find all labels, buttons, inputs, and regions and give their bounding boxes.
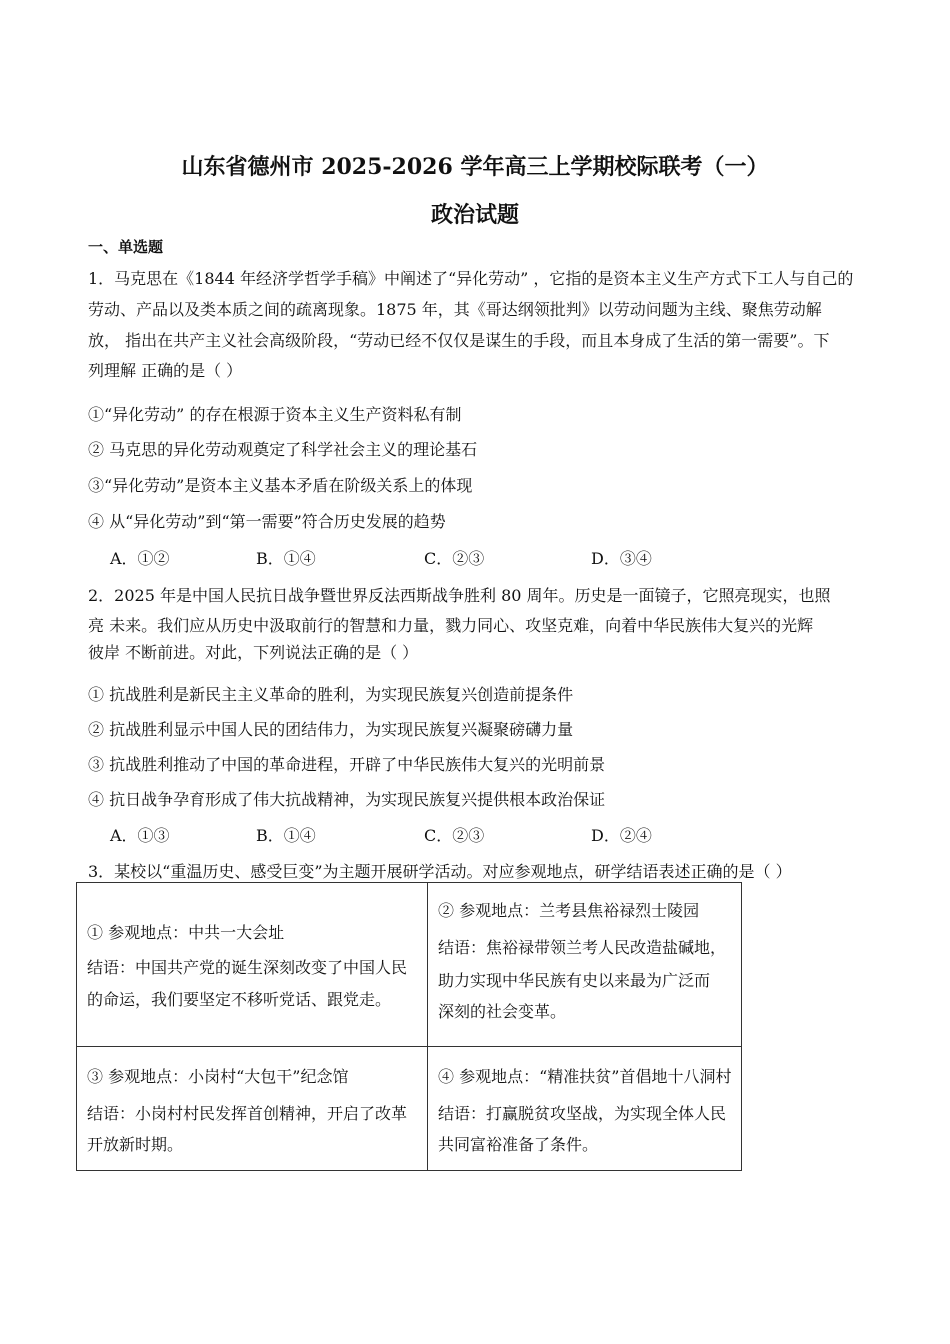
table-cell [77, 1047, 428, 1171]
cell-conclusion-line: 的命运，我们要坚定不移听党话、跟党走。 [87, 990, 392, 1009]
question-stem-line: 1．马克思在《1844 年经济学哲学手稿》中阐述了“异化劳动” ，它指的是资本主义生产方式下工人与自己的 [88, 269, 854, 288]
option-c[interactable]: C．②③ [424, 549, 485, 568]
option-b[interactable]: B．①④ [256, 826, 316, 845]
table-cell [428, 883, 742, 1047]
question-stem-line: 劳动、产品以及类本质之间的疏离现象。1875 年，其《哥达纲领批判》以劳动问题为主线、聚焦劳动解 [88, 300, 822, 319]
field-trip-table [76, 882, 742, 1171]
statement-item: ①“异化劳动” 的存在根源于资本主义生产资料私有制 [88, 405, 462, 424]
option-a[interactable]: A．①② [110, 549, 170, 568]
cell-conclusion-line: 共同富裕准备了条件。 [438, 1135, 599, 1154]
cell-place: ② 参观地点：兰考县焦裕禄烈士陵园 [438, 901, 700, 920]
cell-conclusion-line: 结语：中国共产党的诞生深刻改变了中国人民 [87, 958, 408, 977]
statement-item: ④ 抗日战争孕育形成了伟大抗战精神，为实现民族复兴提供根本政治保证 [88, 790, 606, 809]
option-c[interactable]: C．②③ [424, 826, 485, 845]
option-a[interactable]: A．①③ [110, 826, 170, 845]
question-stem-line: 列理解 正确的是（ ） [88, 361, 243, 380]
table-cell [428, 1047, 742, 1171]
cell-place: ④ 参观地点：“精准扶贫”首倡地十八洞村 [438, 1067, 732, 1086]
page-subtitle: 政治试题 [430, 202, 519, 228]
statement-item: ④ 从“异化劳动”到“第一需要”符合历史发展的趋势 [88, 512, 446, 531]
cell-conclusion-line: 深刻的社会变革。 [438, 1002, 567, 1021]
statement-item: ② 抗战胜利显示中国人民的团结伟力，为实现民族复兴凝聚磅礴力量 [88, 720, 574, 739]
cell-conclusion-line: 开放新时期。 [87, 1135, 184, 1154]
question-stem-line: 亮 未来。我们应从历史中汲取前行的智慧和力量，戮力同心、攻坚克难，向着中华民族伟大复兴的光辉 [88, 616, 814, 635]
question-stem-line: 2．2025 年是中国人民抗日战争暨世界反法西斯战争胜利 80 周年。历史是一面镜子，它照亮现实，也照 [88, 586, 831, 605]
statement-item: ③ 抗战胜利推动了中国的革命进程，开辟了中华民族伟大复兴的光明前景 [88, 755, 606, 774]
question-3-stem: 3．某校以“重温历史、感受巨变”为主题开展研学活动。对应参观地点，研学结语表述正确的是（ ） [88, 862, 792, 881]
cell-place: ① 参观地点：中共一大会址 [87, 923, 285, 942]
cell-conclusion-line: 助力实现中华民族有史以来最为广泛而 [438, 971, 711, 990]
option-d[interactable]: D．②④ [591, 826, 652, 845]
question-stem-line: 放， 指出在共产主义社会高级阶段，“劳动已经不仅仅是谋生的手段，而且本身成了生活的第一需要”。下 [88, 331, 830, 350]
statement-item: ② 马克思的异化劳动观奠定了科学社会主义的理论基石 [88, 440, 478, 459]
table-cell [77, 883, 428, 1047]
section-heading: 一、单选题 [88, 238, 164, 256]
question-stem-line: 彼岸 不断前进。对此，下列说法正确的是（ ） [88, 643, 419, 662]
cell-conclusion-line: 结语：小岗村村民发挥首创精神，开启了改革 [87, 1104, 408, 1123]
page-title: 山东省德州市 2025-2026 学年高三上学期校际联考（一） [181, 154, 769, 180]
cell-conclusion-line: 结语：焦裕禄带领兰考人民改造盐碱地， [438, 938, 727, 957]
cell-conclusion-line: 结语：打赢脱贫攻坚战，为实现全体人民 [438, 1104, 727, 1123]
option-d[interactable]: D．③④ [591, 549, 652, 568]
statement-item: ③“异化劳动”是资本主义基本矛盾在阶级关系上的体现 [88, 476, 473, 495]
statement-item: ① 抗战胜利是新民主主义革命的胜利，为实现民族复兴创造前提条件 [88, 685, 574, 704]
option-b[interactable]: B．①④ [256, 549, 316, 568]
cell-place: ③ 参观地点：小岗村“大包干”纪念馆 [87, 1067, 349, 1086]
